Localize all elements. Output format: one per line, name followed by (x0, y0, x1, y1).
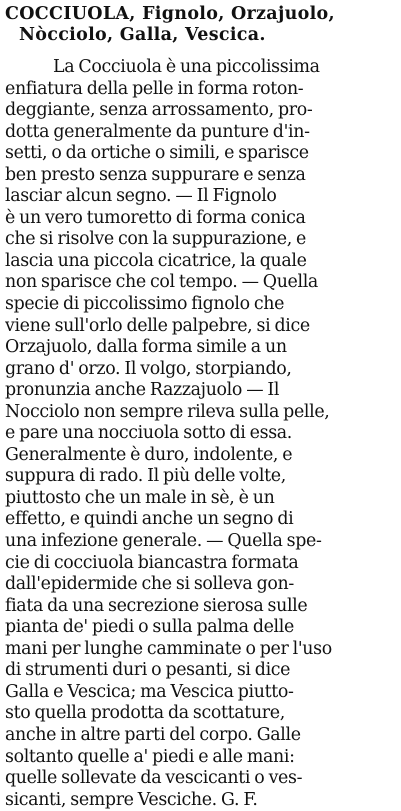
text-line: pronunzia anche Razzajuolo — Il (5, 380, 280, 401)
text-line: dall'epidermide che si solleva gon- (5, 574, 294, 595)
text-line: mani per lunghe camminate o per l'uso (5, 638, 332, 659)
text-line: di strumenti duri o pesanti, si dice (5, 660, 291, 681)
text-line: Orzajuolo, dalla forma simile a un (5, 337, 287, 358)
text-line: Generalmente è duro, indolente, e (5, 444, 293, 465)
text-line: soltanto quelle a' piedi e alle mani: (5, 746, 295, 767)
text-line: suppura di rado. Il più delle volte, (5, 466, 286, 487)
text-line: pianta de' piedi o sulla palma delle (5, 617, 294, 638)
text-line: una infezione generale. — Quella spe- (5, 531, 322, 552)
heading-line-1: COCCIUOLA, Fignolo, Orzajuolo, (5, 4, 335, 24)
text-line: è un vero tumoretto di forma conica (5, 207, 306, 228)
text-line: specie di piccolissimo fignolo che (5, 294, 285, 315)
text-line: e pare una nocciuola sotto di essa. (5, 423, 292, 444)
text-line: quelle sollevate da vescicanti o ves- (5, 768, 303, 789)
text-line: La Cocciuola è una piccolissima (53, 57, 320, 77)
entry-body (5, 57, 397, 811)
text-line: che si risolve con la suppurazione, e (5, 229, 307, 250)
text-line: Nocciolo non sempre rileva sulla pelle, (5, 401, 330, 422)
text-line: cie di cocciuola biancastra formata (5, 552, 299, 573)
text-line: enfiatura della pelle in forma roton- (5, 78, 304, 99)
text-line: piuttosto che un male in sè, è un (5, 487, 275, 508)
text-line: viene sull'orlo delle palpebre, si dice (5, 315, 310, 336)
text-line: ben presto senza suppurare e senza (5, 164, 306, 185)
text-line: sto quella prodotta da scottature, (5, 703, 285, 724)
text-line: grano d' orzo. Il volgo, storpiando, (5, 358, 292, 379)
heading-line-2: Nòcciolo, Galla, Vescica. (19, 25, 266, 45)
text-line: anche in altre parti del corpo. Galle (5, 724, 301, 745)
text-line: lasciar alcun segno. — Il Fignolo (5, 186, 277, 207)
text-line: sicanti, sempre Vesciche. G. F. (5, 789, 258, 810)
text-line: lascia una piccola cicatrice, la quale (5, 250, 307, 271)
entry-heading (5, 4, 397, 46)
text-line: setti, o da ortiche o simili, e sparisce (5, 143, 309, 164)
text-line: Galla e Vescica; ma Vescica piutto- (5, 681, 294, 702)
text-line: non sparisce che col tempo. — Quella (5, 272, 318, 293)
text-line: fiata da una secrezione sierosa sulle (5, 595, 308, 616)
text-line: effetto, e quindi anche un segno di (5, 509, 294, 530)
text-line: deggiante, senza arrossamento, pro- (5, 100, 313, 121)
text-line: dotta generalmente da punture d'in- (5, 121, 310, 142)
